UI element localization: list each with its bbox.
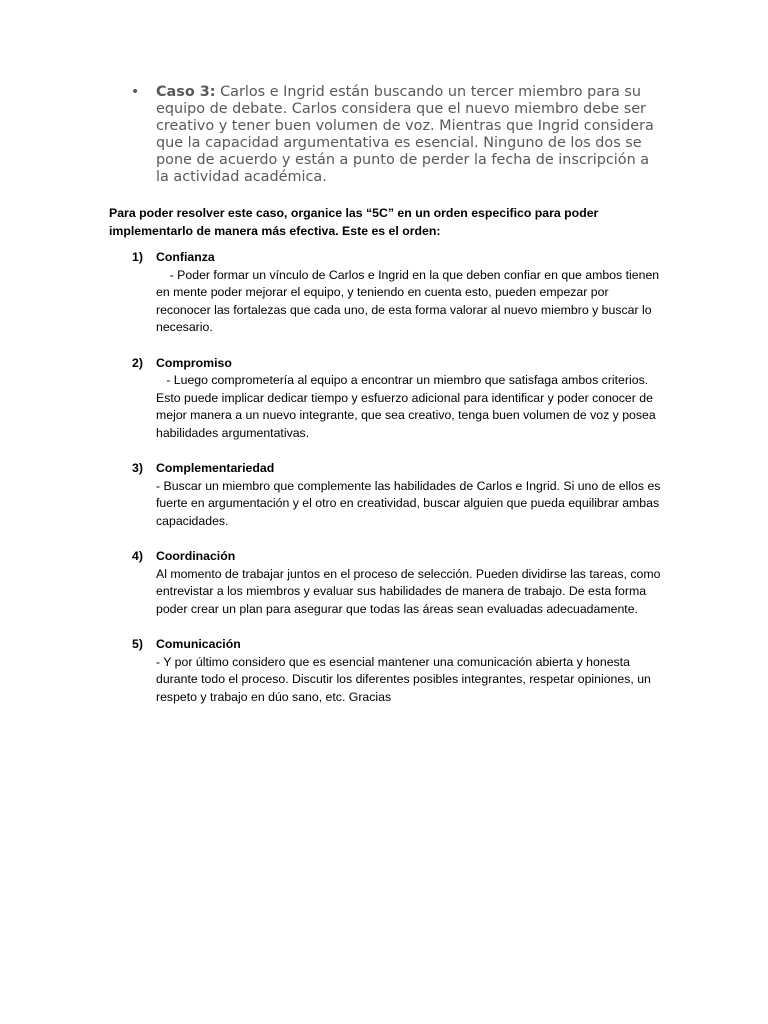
step-number: 3)	[132, 461, 143, 476]
step-body	[156, 355, 666, 443]
step-item-confianza	[132, 249, 672, 337]
step-description: Al momento de trabajar juntos en el proceso de selección. Pueden dividirse las tareas, como entrevistar a los miembros y evaluar sus habilidades de manera de trabajo. De esta forma poder crear un plan para asegurar que todas las áreas sean evaluadas adecuadamente.	[156, 566, 664, 616]
step-number: 5)	[132, 637, 143, 652]
intro-paragraph: Para poder resolver este caso, organice las “5C” en un orden especifico para poder implementarlo de manera más efectiva. Este es el orden:	[109, 206, 599, 238]
step-body	[156, 460, 666, 530]
step-title: Comunicación	[156, 637, 241, 652]
steps-list	[132, 249, 672, 724]
step-number: 1)	[132, 250, 143, 264]
step-description: - Poder formar un vínculo de Carlos e Ingrid en la que deben confiar en que ambos tienen en mente poder mejorar el equipo, y teniendo en cuenta esto, pueden empezar por reconocer las fortalezas que cada uno, de esta forma valorar al nuevo miembro y buscar lo necesario.	[156, 267, 663, 335]
step-title: Confianza	[156, 250, 215, 264]
step-description: - Buscar un miembro que complemente las habilidades de Carlos e Ingrid. Si uno de ellos es fuerte en argumentación y el otro en creatividad, buscar alguien que pueda equilibrar ambas capacidades.	[156, 478, 664, 528]
step-number: 2)	[132, 355, 143, 370]
step-description: - Luego comprometería al equipo a encontrar un miembro que satisfaga ambos criterios. Esto puede implicar dedicar tiempo y esfuerzo adicional para identificar y poder conocer de mejor manera a un nuevo integrante, que sea creativo, tenga buen volumen de voz y posea habilidades argumentativas.	[156, 373, 660, 440]
step-title: Complementariedad	[156, 461, 275, 476]
case-bullet-item	[128, 84, 673, 187]
step-body	[156, 548, 666, 618]
step-item-coordinacion	[132, 548, 672, 618]
step-item-compromiso	[132, 355, 672, 443]
case-label: Caso 3:	[156, 84, 216, 100]
step-number: 4)	[132, 549, 143, 564]
step-item-comunicacion	[132, 636, 672, 706]
step-description: - Y por último considero que es esencial mantener una comunicación abierta y honesta durante todo el proceso. Discutir los diferentes posibles integrantes, respetar opiniones, un respeto y trabajo en dúo sano, etc. Gracias	[156, 654, 655, 704]
step-title: Compromiso	[156, 355, 232, 370]
step-item-complementariedad	[132, 460, 672, 530]
bullet-icon: •	[131, 84, 140, 100]
case-description: Carlos e Ingrid están buscando un tercer miembro para su equipo de debate. Carlos considera que el nuevo miembro debe ser creativo y tener buen volumen de voz. Mientras que Ingrid considera que la capacidad argumentativa es esencial. Ninguno de los dos se pone de acuerdo y están a punto de perder la fecha de inscripción a la actividad académica.	[156, 84, 654, 186]
step-body	[156, 249, 666, 337]
case-paragraph	[156, 84, 666, 187]
step-body	[156, 636, 666, 706]
step-title: Coordinación	[156, 549, 236, 564]
